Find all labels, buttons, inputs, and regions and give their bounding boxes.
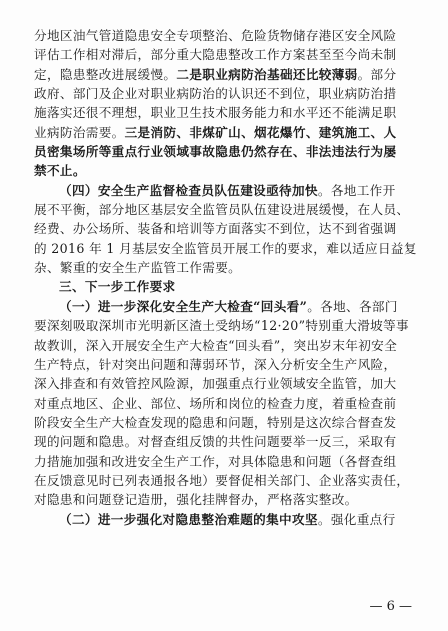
text-segment: 生产特点，针对突出问题和薄弱环节，深入分析安全生产风险， [34, 356, 397, 372]
text-line [34, 355, 418, 374]
text-line [34, 297, 418, 316]
text-line [34, 394, 418, 413]
text-segment: 的 2016 年 1 月基层安全监管员开展工作的要求，难以适应日益复 [34, 240, 417, 256]
text-line [34, 239, 418, 258]
text-segment: 现的问题和隐患。对督查组反馈的共性问题要举一反三，采取有 [34, 434, 397, 450]
text-segment: 。各地、各部门 [307, 298, 398, 314]
text-segment: 评估工作相对滞后，部分重大隐患整改工作方案甚至至今尚未制 [34, 47, 397, 63]
bold-text-segment: 三是消防、非煤矿山、烟花爆竹、建筑施工、人 [124, 124, 397, 140]
text-line [34, 510, 418, 529]
text-segment: 分地区油气管道隐患安全专项整治、危险货物储存港区安全风险 [34, 28, 397, 43]
text-line [34, 432, 418, 451]
text-segment: 故教训，深入开展安全生产大检查“回头看”，突出岁末年初安全 [34, 337, 398, 353]
text-segment: 力措施加强和改进安全生产工作，对具体隐患和问题（各督查组 [34, 453, 397, 469]
text-segment: 阶段安全生产大检查发现的隐患和问题，特别是这次综合督查发 [34, 414, 397, 430]
text-line [34, 65, 418, 84]
text-line [34, 471, 418, 490]
text-segment: 。部分 [357, 66, 397, 82]
text-segment: 。强化重点行 [317, 511, 396, 527]
text-line [34, 123, 418, 142]
text-segment: 定，隐患整改进展缓慢。 [34, 66, 177, 82]
text-segment: 深入排查和有效管控风险源，加强重点行业领域安全监管，加大 [34, 376, 397, 392]
bold-text-segment: 禁不止。 [34, 163, 86, 179]
bold-text-segment: 二是职业病防治基础还比较薄弱 [176, 66, 358, 82]
text-segment: 对隐患和问题登记造册，强化挂牌督办，严格落实整改。 [34, 492, 358, 508]
text-line [34, 200, 418, 219]
bold-text-segment: （一）进一步深化安全生产大检查“回头看” [59, 298, 308, 314]
text-segment: 业病防治需要。 [34, 124, 125, 140]
text-line [34, 26, 418, 45]
text-segment: 。各地工作开 [317, 182, 396, 198]
text-segment: 杂、繁重的安全生产监管工作需要。 [34, 260, 242, 276]
text-segment: 经费、办公场所、装备和培训等方面落实不到位，达不到省强调 [34, 221, 397, 237]
text-line [34, 45, 418, 64]
text-line [34, 84, 418, 103]
text-line [34, 336, 418, 355]
bold-text-segment: （二）进一步强化对隐患整治难题的集中攻坚 [59, 511, 318, 527]
text-segment: 施落实还很不理想，职业卫生技术服务能力和水平还不能满足职 [34, 105, 397, 121]
text-segment: 在反馈意见时已列表通报各地）要督促相关部门、企业落实责任， [34, 472, 410, 488]
bold-text-segment: 员密集场所等重点行业领域事故隐患仍然存在、非法违法行为屡 [34, 144, 397, 160]
text-line [34, 181, 418, 200]
text-segment: 展不平衡，部分地区基层安全监管员队伍建设进展缓慢，在人员、 [34, 202, 410, 218]
text-line [34, 142, 418, 161]
text-segment: 对重点地区、企业、部位、场所和岗位的检查力度，着重检查前 [34, 395, 397, 411]
text-segment: 政府、部门及企业对职业病防治的认识还不到位，职业病防治措 [34, 86, 397, 102]
text-line [34, 490, 418, 509]
text-line [34, 219, 418, 238]
text-line [34, 452, 418, 471]
bold-text-segment: （四）安全生产监督检查员队伍建设亟待加快 [59, 182, 318, 198]
text-line [34, 258, 418, 277]
bold-text-segment: 三、下一步工作要求 [59, 279, 176, 295]
text-line [34, 374, 418, 393]
text-line [34, 316, 418, 335]
document-body [34, 26, 418, 529]
page-number: — 6 — [369, 599, 412, 614]
text-line [34, 161, 418, 180]
text-segment: 要深刻吸取深圳市光明新区渣土受纳场“12·20”特别重大滑坡等事 [34, 318, 409, 334]
text-line [34, 103, 418, 122]
text-line [34, 413, 418, 432]
section-heading [34, 277, 418, 296]
